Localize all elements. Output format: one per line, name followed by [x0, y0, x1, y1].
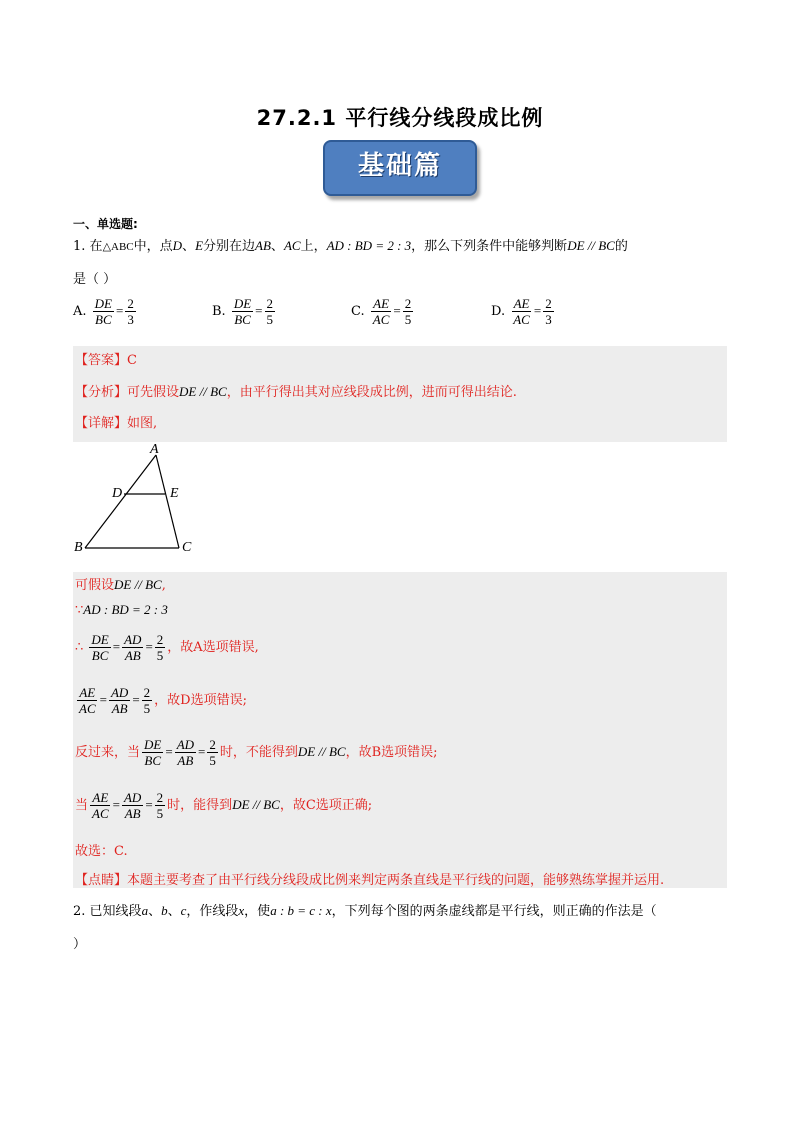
equals: = — [145, 639, 153, 654]
equals: = — [145, 797, 153, 812]
equals: = — [198, 744, 206, 759]
text: 可先假设 — [127, 385, 180, 400]
fraction — [89, 632, 110, 663]
equals: = — [116, 303, 124, 318]
denominator: 5 — [143, 701, 151, 716]
denominator: 5 — [404, 312, 412, 327]
numerator: 2 — [404, 296, 412, 311]
fraction — [511, 296, 532, 327]
ratio-expression: a : b = c : x — [270, 903, 332, 918]
solution-line-5 — [75, 737, 438, 768]
fraction — [142, 685, 153, 716]
equals: = — [393, 303, 401, 318]
question-1-line-1 — [73, 235, 628, 254]
fraction — [155, 790, 166, 821]
text: , — [161, 578, 166, 593]
triangle-diagram — [73, 442, 195, 564]
numerator: 2 — [156, 790, 164, 805]
point-d: D — [172, 238, 183, 253]
numerator: 2 — [209, 737, 216, 752]
denominator: AC — [513, 312, 530, 327]
solution-panel-bottom — [73, 572, 727, 888]
comment-tag: 【点睛】 — [75, 873, 128, 888]
fraction — [207, 737, 218, 768]
text: 上， — [300, 239, 327, 254]
text: 在 — [89, 239, 103, 254]
level-badge-label: 基础篇 — [357, 151, 442, 181]
fraction — [175, 737, 196, 768]
option-label: D. — [491, 304, 506, 319]
segment-c: c — [180, 903, 187, 918]
denominator: BC — [144, 753, 161, 768]
because-symbol: ∵ — [75, 603, 84, 618]
text: ，故D选项错误; — [154, 693, 247, 708]
label-a: A — [150, 442, 159, 457]
segment-ac: AC — [283, 238, 301, 253]
text: ，作线段 — [186, 904, 239, 919]
fraction — [90, 790, 111, 821]
fraction — [93, 296, 114, 327]
numerator: AD — [176, 737, 195, 752]
ratio-expression: AD : BD = 2 : 3 — [83, 602, 168, 617]
equals: = — [165, 744, 173, 759]
parallel-condition: DE // BC — [567, 238, 615, 253]
solution-line-4 — [75, 685, 247, 716]
text: ，故B选项错误; — [345, 745, 438, 760]
denominator: AC — [92, 806, 109, 821]
option-label: B. — [212, 304, 226, 319]
denominator: 3 — [127, 312, 134, 327]
option-d[interactable] — [491, 296, 556, 327]
numerator: AE — [92, 790, 109, 805]
analysis-tag: 【分析】 — [75, 385, 128, 400]
page-title: 27.2.1 平行线分线段成比例 — [256, 106, 544, 130]
numerator: AE — [373, 296, 390, 311]
answer-value: C — [127, 353, 137, 368]
fraction — [155, 632, 166, 663]
equals: = — [132, 692, 140, 707]
text: 已知线段 — [89, 904, 142, 919]
parallel-condition: DE // BC — [114, 577, 162, 592]
denominator: 5 — [209, 753, 216, 768]
segment-x: x — [238, 903, 245, 918]
denominator: 5 — [156, 648, 164, 663]
equals: = — [112, 639, 121, 654]
text: 本题主要考查了由平行线分线段成比例来判定两条直线是平行线的问题，能够熟练掌握并运用. — [127, 873, 665, 888]
numerator: 2 — [545, 296, 552, 311]
fraction — [371, 296, 392, 327]
numerator: AD — [124, 632, 142, 647]
question-1-line-2: 是（ ） — [73, 272, 117, 287]
solution-line-1 — [75, 574, 166, 593]
equals: = — [255, 303, 263, 318]
text: 可假设 — [75, 578, 115, 593]
parallel-condition: DE // BC — [297, 744, 346, 759]
fraction — [265, 296, 276, 327]
fraction — [142, 737, 163, 768]
segment-b: b — [161, 903, 168, 918]
segment-ab: AB — [255, 238, 271, 253]
question-number: 1. — [73, 239, 86, 254]
fraction — [122, 790, 143, 821]
numerator: 2 — [156, 632, 164, 647]
fraction — [543, 296, 554, 327]
fraction — [109, 685, 130, 716]
solution-line-3 — [75, 632, 259, 663]
fraction — [125, 296, 136, 327]
text: 分别在边 — [203, 239, 256, 254]
comment-line — [75, 869, 664, 888]
numerator: DE — [94, 296, 113, 311]
solution-line-6 — [75, 790, 372, 821]
text: 当 — [75, 798, 89, 813]
numerator: AD — [110, 685, 129, 700]
label-e: E — [170, 486, 179, 501]
equals: = — [533, 303, 542, 318]
triangle-symbol: △ABC — [102, 241, 134, 253]
denominator: BC — [91, 648, 109, 663]
level-badge — [323, 140, 477, 196]
equals: = — [112, 797, 120, 812]
text: 、 — [148, 904, 162, 919]
option-b[interactable] — [212, 296, 277, 327]
therefore-symbol: ∴ — [75, 640, 84, 655]
text: ，那么下列条件中能够判断 — [411, 239, 568, 254]
label-c: C — [182, 540, 192, 555]
text: 时，不能得到 — [219, 745, 298, 760]
question-2-line-2: ） — [73, 937, 87, 952]
numerator: DE — [91, 632, 109, 647]
answer-tag: 【答案】 — [75, 353, 128, 368]
text: ，下列每个图的两条虚线都是平行线，则正确的作法是（ — [331, 904, 657, 919]
text: ，故A选项错误, — [167, 640, 259, 655]
label-d: D — [112, 486, 123, 501]
text: ，故C选项正确; — [279, 798, 373, 813]
numerator: AE — [513, 296, 530, 311]
text: 的 — [614, 239, 628, 254]
option-a[interactable] — [73, 296, 138, 327]
parallel-condition: DE // BC — [232, 797, 280, 812]
denominator: BC — [95, 312, 112, 327]
denominator: AC — [79, 701, 96, 716]
detail-tag: 【详解】 — [75, 416, 128, 431]
denominator: 5 — [156, 806, 164, 821]
solution-line-2 — [75, 602, 168, 618]
denominator: BC — [234, 312, 251, 327]
denominator: 5 — [266, 312, 274, 327]
text: 如图, — [127, 416, 158, 431]
numerator: DE — [144, 737, 162, 752]
denominator: AB — [124, 648, 141, 663]
answer-line — [75, 349, 137, 368]
text: 反过来，当 — [75, 745, 141, 760]
solution-conclusion: 故选：C. — [75, 844, 128, 859]
question-2-line-1 — [73, 900, 657, 919]
text: 、 — [270, 239, 284, 254]
denominator: AC — [372, 312, 390, 327]
fraction — [403, 296, 414, 327]
fraction — [232, 296, 253, 327]
parallel-condition: DE // BC — [179, 384, 227, 399]
ratio-expression: AD : BD = 2 : 3 — [326, 238, 412, 253]
options-row — [73, 296, 727, 336]
option-label: C. — [351, 304, 365, 319]
option-label: A. — [73, 304, 87, 319]
detail-line — [75, 412, 157, 431]
text: ，由平行得出其对应线段成比例，进而可得出结论. — [226, 385, 517, 400]
numerator: DE — [233, 296, 252, 311]
denominator: AB — [124, 806, 141, 821]
fraction — [77, 685, 98, 716]
point-e: E — [195, 238, 204, 253]
option-c[interactable] — [351, 296, 415, 327]
numerator: 2 — [127, 296, 134, 311]
numerator: 2 — [266, 296, 274, 311]
text: 时，能得到 — [167, 798, 233, 813]
fraction — [122, 632, 143, 663]
text: 、 — [182, 239, 196, 254]
numerator: AE — [79, 685, 96, 700]
question-number: 2. — [73, 904, 86, 919]
analysis-line — [75, 381, 517, 400]
equals: = — [99, 692, 107, 707]
text: 中，点 — [133, 239, 173, 254]
triangle-figure — [73, 442, 195, 564]
numerator: 2 — [143, 685, 151, 700]
denominator: 3 — [545, 312, 552, 327]
label-b: B — [74, 540, 83, 555]
denominator: AB — [177, 753, 194, 768]
denominator: AB — [111, 701, 128, 716]
numerator: AD — [123, 790, 142, 805]
text: ，使 — [244, 904, 271, 919]
section-heading: 一、单选题: — [73, 217, 138, 231]
text: 、 — [167, 904, 181, 919]
segment-a: a — [141, 903, 149, 918]
